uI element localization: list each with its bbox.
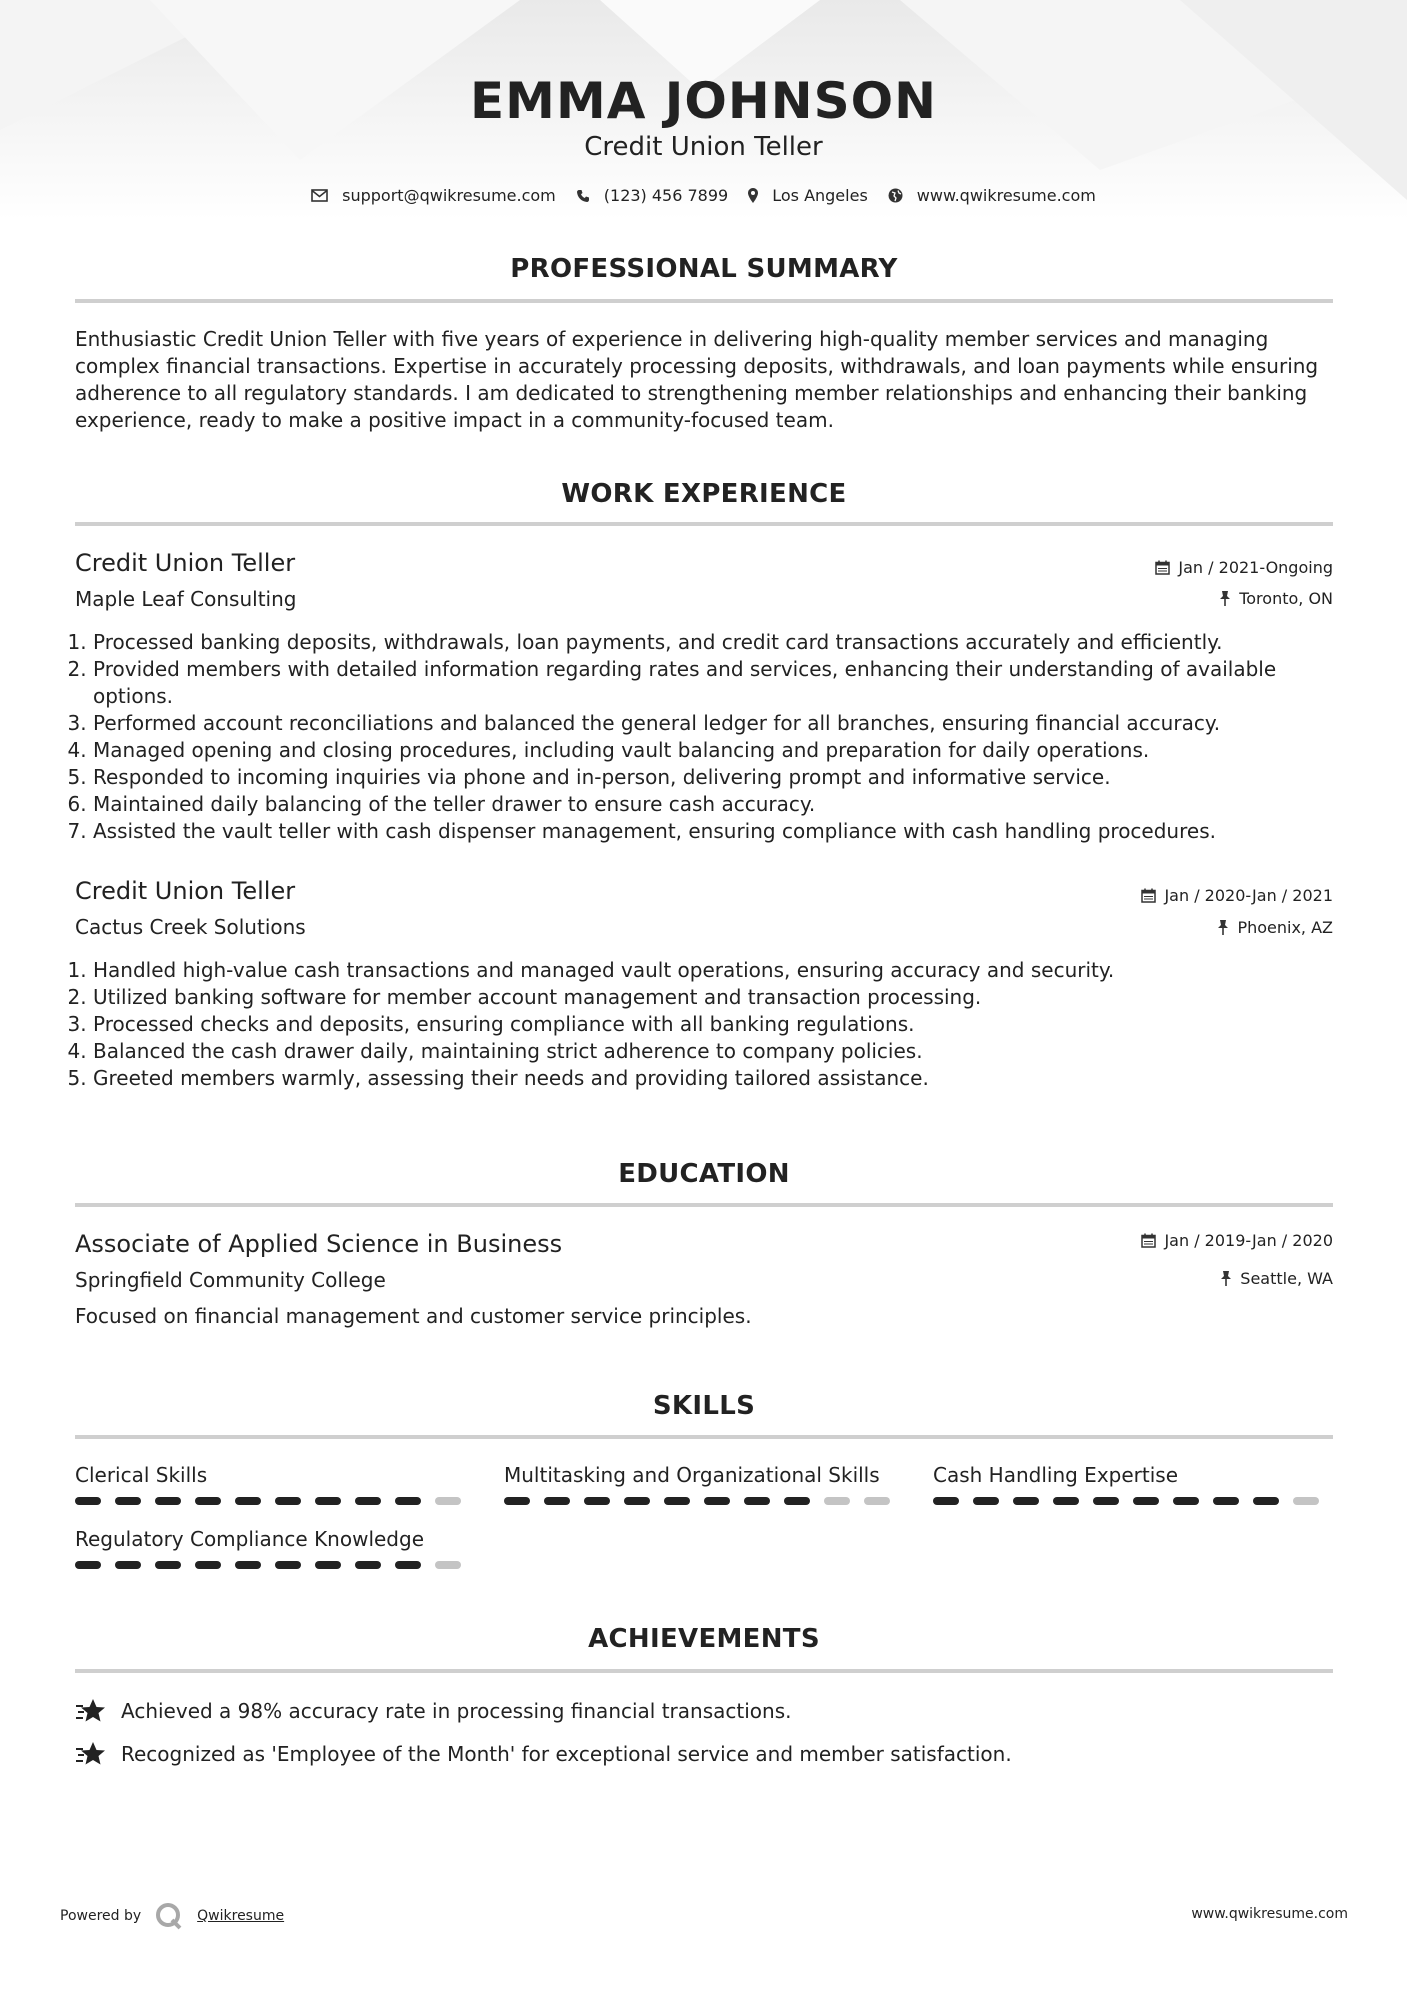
- footer-website-link[interactable]: www.qwikresume.com: [1191, 1906, 1348, 1922]
- education-divider: [75, 1203, 1333, 1207]
- skill-item: [75, 1461, 475, 1505]
- calendar-icon: [1155, 560, 1170, 575]
- achievements-divider: [75, 1669, 1333, 1673]
- map-pin-icon: [748, 188, 758, 203]
- contact-location: [748, 186, 868, 205]
- pushpin-icon: [1219, 591, 1231, 606]
- skill-item: [75, 1525, 475, 1569]
- education-heading: EDUCATION: [618, 1159, 790, 1189]
- education-dates: [1141, 1231, 1333, 1250]
- pushpin-icon: [1220, 1271, 1232, 1286]
- skills-divider: [75, 1435, 1333, 1439]
- job-1-dates: [1155, 558, 1333, 577]
- calendar-icon: [1141, 1233, 1156, 1248]
- job-1-company: Maple Leaf Consulting: [75, 587, 297, 611]
- achievements-heading: ACHIEVEMENTS: [588, 1624, 820, 1654]
- skill-dot-filled: [544, 1497, 570, 1505]
- list-item: 1. Processed banking deposits, withdrawals, loan payments, and credit card transactions accurately and efficiently.: [93, 629, 1333, 656]
- achievement-item: [75, 1697, 791, 1725]
- skill-level-bar: [504, 1497, 904, 1505]
- candidate-title: Credit Union Teller: [584, 132, 823, 162]
- skill-dot-filled: [315, 1497, 341, 1505]
- powered-by-label: Powered by: [60, 1908, 142, 1924]
- list-item: 2. Utilized banking software for member account management and transaction processing.: [93, 984, 1333, 1011]
- education-degree: Associate of Applied Science in Business: [75, 1230, 563, 1258]
- footer-powered-by: [60, 1902, 284, 1930]
- globe-icon: [888, 188, 903, 203]
- list-item: 5. Responded to incoming inquiries via phone and in-person, delivering prompt and informative service.: [93, 764, 1333, 791]
- skill-dot-filled: [395, 1561, 421, 1569]
- website-text: www.qwikresume.com: [916, 186, 1096, 205]
- skill-dot-filled: [704, 1497, 730, 1505]
- skill-dot-filled: [155, 1561, 181, 1569]
- job-1-role: Credit Union Teller: [75, 549, 296, 577]
- job-2-company: Cactus Creek Solutions: [75, 915, 306, 939]
- skill-dot-filled: [584, 1497, 610, 1505]
- qwikresume-logo-icon: [155, 1902, 183, 1930]
- achievement-text: Achieved a 98% accuracy rate in processing financial transactions.: [121, 1699, 792, 1723]
- skill-level-bar: [75, 1561, 475, 1569]
- qwikresume-link[interactable]: Qwikresume: [197, 1908, 285, 1924]
- education-location: [1220, 1269, 1333, 1288]
- summary-heading: PROFESSIONAL SUMMARY: [510, 254, 898, 284]
- list-item: 3. Performed account reconciliations and balanced the general ledger for all branches, ensuring financial accuracy.: [93, 710, 1333, 737]
- skill-dot-filled: [1013, 1497, 1039, 1505]
- skill-dot-filled: [933, 1497, 959, 1505]
- skill-dot-empty: [435, 1497, 461, 1505]
- education-school: Springfield Community College: [75, 1268, 386, 1292]
- skill-dot-filled: [235, 1497, 261, 1505]
- skill-dot-filled: [1133, 1497, 1159, 1505]
- skill-dot-filled: [155, 1497, 181, 1505]
- achievement-item: [75, 1740, 1012, 1768]
- list-item: 4. Balanced the cash drawer daily, maintaining strict adherence to company policies.: [93, 1038, 1333, 1065]
- skill-name: Clerical Skills: [75, 1463, 208, 1487]
- education-location-text: Seattle, WA: [1240, 1269, 1333, 1288]
- contact-phone[interactable]: [576, 186, 728, 205]
- contact-website[interactable]: [888, 186, 1096, 205]
- skill-dot-empty: [1293, 1497, 1319, 1505]
- skill-dot-filled: [235, 1561, 261, 1569]
- job-2-role: Credit Union Teller: [75, 877, 296, 905]
- skill-dot-filled: [744, 1497, 770, 1505]
- star-award-icon: [75, 1740, 107, 1768]
- phone-text: (123) 456 7899: [603, 186, 729, 205]
- skill-dot-filled: [784, 1497, 810, 1505]
- job-2-location: [1217, 918, 1333, 937]
- skill-dot-filled: [75, 1561, 101, 1569]
- skill-name: Regulatory Compliance Knowledge: [75, 1527, 425, 1551]
- skill-dot-filled: [395, 1497, 421, 1505]
- email-text: support@qwikresume.com: [342, 186, 556, 205]
- skill-dot-filled: [973, 1497, 999, 1505]
- skill-level-bar: [933, 1497, 1333, 1505]
- pushpin-icon: [1217, 920, 1229, 935]
- list-item: 5. Greeted members warmly, assessing their needs and providing tailored assistance.: [93, 1065, 1333, 1092]
- skill-dot-filled: [1253, 1497, 1279, 1505]
- skills-heading: SKILLS: [652, 1391, 756, 1421]
- achievement-text: Recognized as 'Employee of the Month' for exceptional service and member satisfaction.: [121, 1742, 1012, 1766]
- skill-dot-filled: [664, 1497, 690, 1505]
- skill-dot-empty: [864, 1497, 890, 1505]
- education-dates-text: Jan / 2019-Jan / 2020: [1164, 1231, 1333, 1250]
- skill-dot-filled: [115, 1497, 141, 1505]
- contact-bar: [0, 186, 1407, 205]
- calendar-icon: [1141, 888, 1156, 903]
- skill-name: Cash Handling Expertise: [933, 1463, 1178, 1487]
- list-item: 6. Maintained daily balancing of the teller drawer to ensure cash accuracy.: [93, 791, 1333, 818]
- experience-heading: WORK EXPERIENCE: [561, 479, 847, 509]
- star-award-icon: [75, 1697, 107, 1725]
- skill-dot-filled: [315, 1561, 341, 1569]
- job-1-location: [1219, 589, 1333, 608]
- skill-item: [504, 1461, 904, 1505]
- job-2-duties: [75, 957, 1333, 1092]
- skill-dot-empty: [435, 1561, 461, 1569]
- skill-dot-filled: [275, 1497, 301, 1505]
- skill-dot-filled: [115, 1561, 141, 1569]
- list-item: 1. Handled high-value cash transactions and managed vault operations, ensuring accuracy and security.: [93, 957, 1333, 984]
- envelope-icon: [311, 189, 328, 202]
- candidate-name: EMMA JOHNSON: [470, 72, 937, 130]
- skill-dot-filled: [355, 1561, 381, 1569]
- experience-divider: [75, 522, 1333, 526]
- job-2-location-text: Phoenix, AZ: [1237, 918, 1333, 937]
- skill-name: Multitasking and Organizational Skills: [504, 1463, 880, 1487]
- skill-dot-filled: [275, 1561, 301, 1569]
- skill-dot-filled: [504, 1497, 530, 1505]
- list-item: 7. Assisted the vault teller with cash dispenser management, ensuring compliance with cash handling procedures.: [93, 818, 1333, 845]
- job-1-location-text: Toronto, ON: [1239, 589, 1333, 608]
- skill-dot-empty: [824, 1497, 850, 1505]
- list-item: 4. Managed opening and closing procedures, including vault balancing and preparation for daily operations.: [93, 737, 1333, 764]
- location-text: Los Angeles: [772, 186, 868, 205]
- job-2-dates-text: Jan / 2020-Jan / 2021: [1164, 886, 1333, 905]
- skill-dot-filled: [624, 1497, 650, 1505]
- skill-dot-filled: [195, 1497, 221, 1505]
- list-item: 3. Processed checks and deposits, ensuring compliance with all banking regulations.: [93, 1011, 1333, 1038]
- summary-divider: [75, 299, 1333, 303]
- skill-item: [933, 1461, 1333, 1505]
- education-note: Focused on financial management and customer service principles.: [75, 1304, 752, 1328]
- phone-icon: [576, 189, 590, 203]
- skill-dot-filled: [1173, 1497, 1199, 1505]
- summary-text: Enthusiastic Credit Union Teller with five years of experience in delivering high-quality member services and managing complex financial transactions. Expertise in accurately processing deposits, withdrawals, and loan payments while ensuring adherence to all regulatory standards. I am dedicated to strengthening member relationships and enhancing their banking experience, ready to make a positive impact in a community-focused team.: [75, 327, 1319, 432]
- skill-dot-filled: [195, 1561, 221, 1569]
- skill-dot-filled: [1093, 1497, 1119, 1505]
- job-1-duties: [75, 629, 1333, 845]
- job-2-dates: [1141, 886, 1333, 905]
- skill-dot-filled: [75, 1497, 101, 1505]
- skill-dot-filled: [1053, 1497, 1079, 1505]
- skill-dot-filled: [355, 1497, 381, 1505]
- contact-email[interactable]: [311, 186, 556, 205]
- skill-level-bar: [75, 1497, 475, 1505]
- job-1-dates-text: Jan / 2021-Ongoing: [1178, 558, 1333, 577]
- skill-dot-filled: [1213, 1497, 1239, 1505]
- list-item: 2. Provided members with detailed information regarding rates and services, enhancing their understanding of available options.: [93, 656, 1333, 710]
